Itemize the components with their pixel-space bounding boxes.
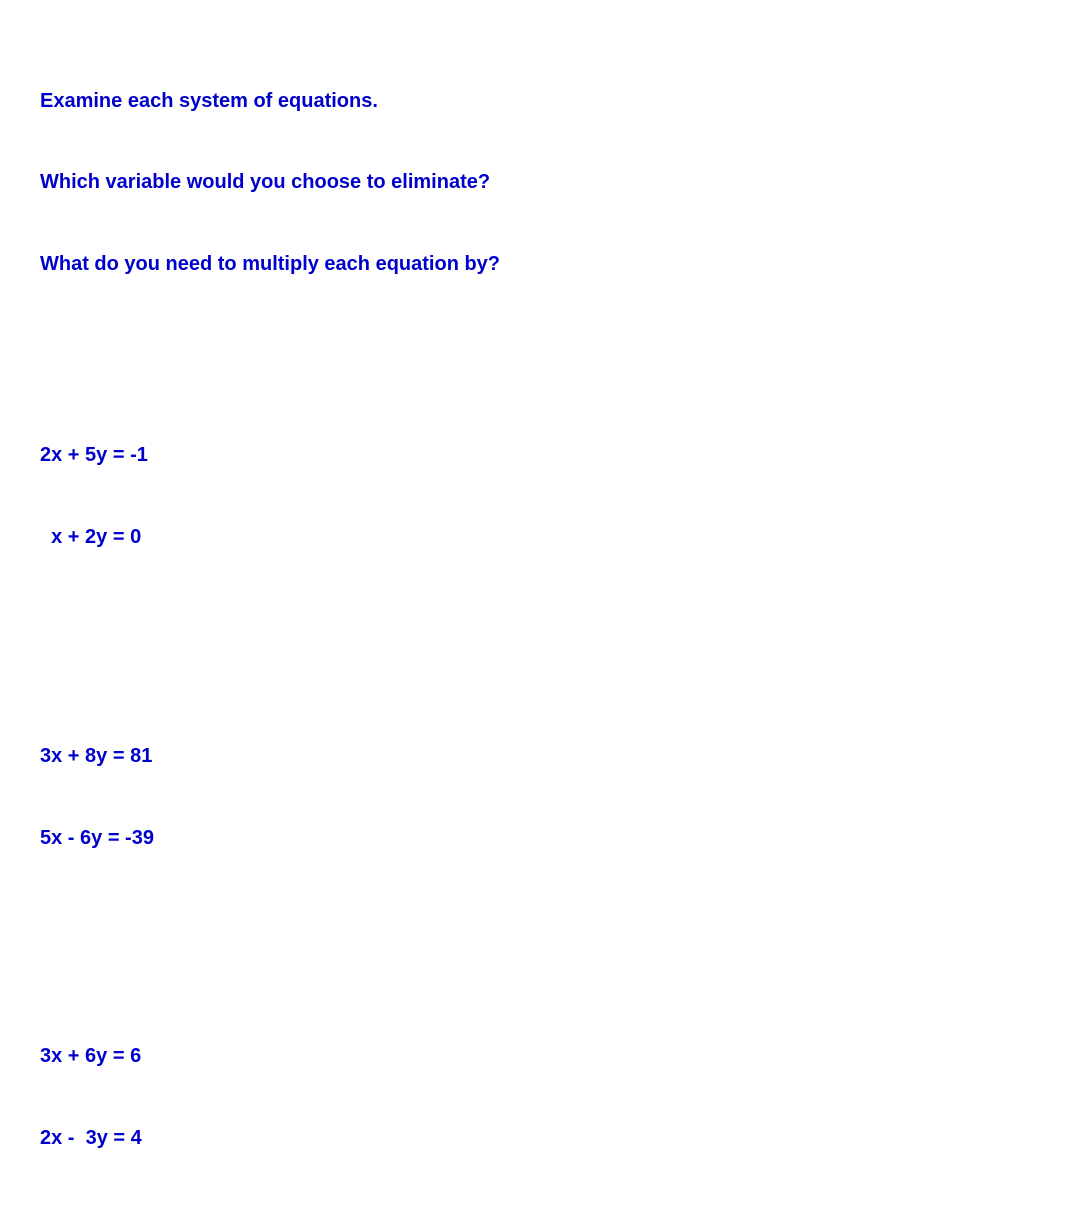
spacer [40,333,500,360]
spacer [40,606,500,661]
system-3-equation-1: 3x + 6y = 6 [40,1044,142,1067]
system-2-equation-1: 3x + 8y = 81 [40,744,153,767]
spacer [40,907,500,962]
system-1-equation-2: x + 2y = 0 [40,526,142,549]
system-3-equation-2: 2x - 3y = 4 [40,1126,142,1149]
worksheet-text [40,33,500,1207]
system-2-equation-2: 5x - 6y = -39 [40,826,154,849]
instruction-line-1: Examine each system of equations. [40,89,378,112]
instruction-line-2: Which variable would you choose to eliminate? [40,171,491,194]
instruction-line-3: What do you need to multiply each equation by? [40,253,501,276]
system-1-equation-1: 2x + 5y = -1 [40,444,148,467]
